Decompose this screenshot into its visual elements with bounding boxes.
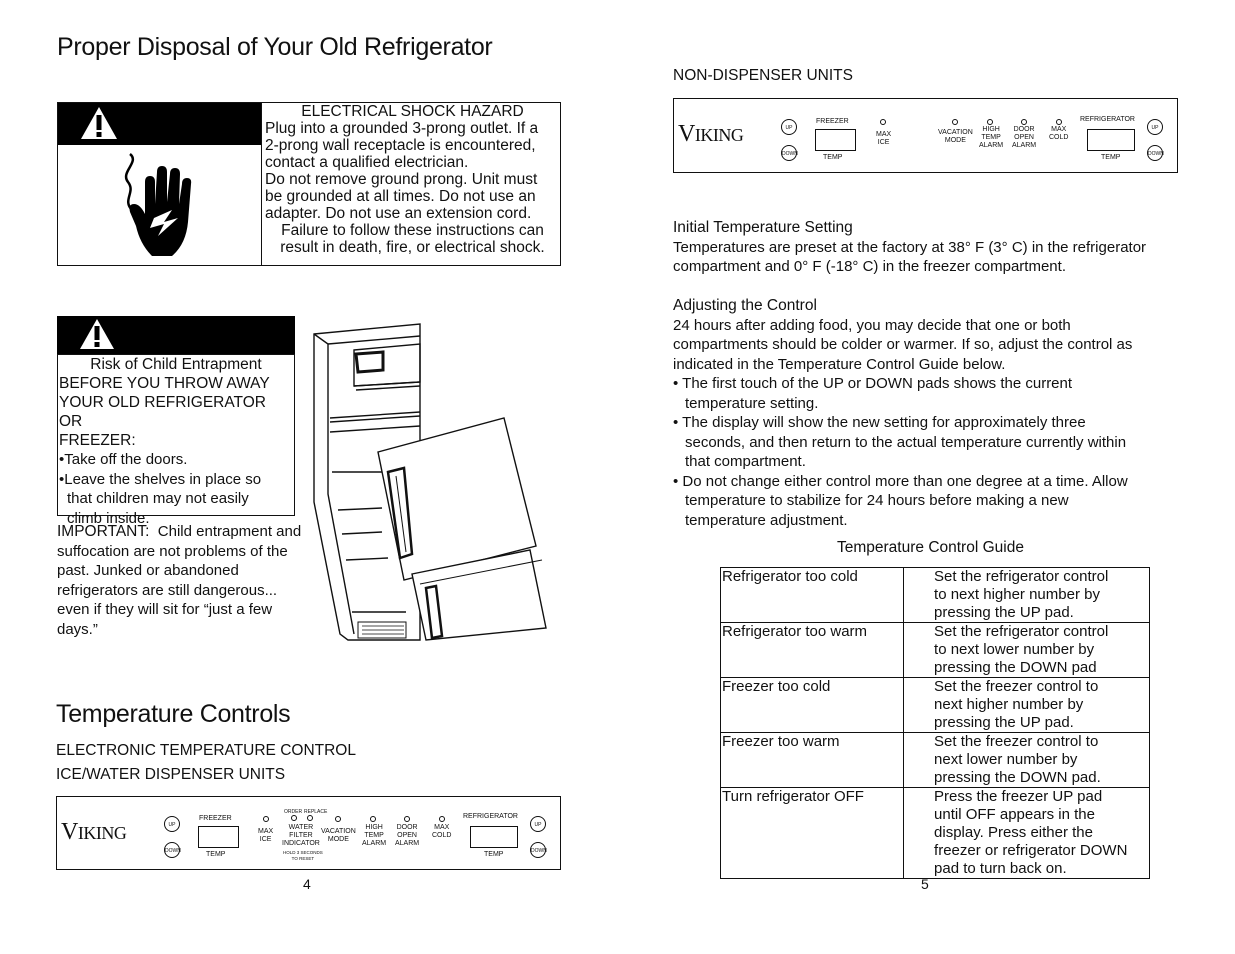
max-ice-label: MAX ICE bbox=[876, 131, 892, 146]
child-line: YOUR OLD REFRIGERATOR OR bbox=[59, 394, 266, 430]
hold-reset-label: HOLD 3 SECONDS TO RESET bbox=[283, 850, 323, 861]
warning-triangle-icon bbox=[80, 106, 118, 140]
refrigerator-label: REFRIGERATOR bbox=[463, 813, 518, 820]
guide-action: Set the freezer control to next higher number by pressing the UP pad. bbox=[904, 678, 1150, 733]
child-line: BEFORE YOU THROW AWAY bbox=[59, 375, 270, 392]
replace-led bbox=[307, 815, 313, 821]
door-open-alarm-label: DOOR OPEN ALARM bbox=[1012, 126, 1037, 149]
initial-line: Temperatures are preset at the factory at 38° F (3° C) in the refrigerator bbox=[673, 238, 1147, 256]
important-line: suffocation are not problems of the bbox=[57, 542, 288, 560]
water-filter-label: WATER FILTER INDICATOR bbox=[282, 824, 320, 847]
guide-action: Press the freezer UP pad until OFF appears in the display. Press either the freezer or refrigerator DOWN pad to turn back on. bbox=[904, 788, 1150, 879]
bullet-continuation: temperature to stabilize for 24 hours before making a new bbox=[685, 492, 1069, 509]
max-cold-led bbox=[439, 816, 445, 822]
shock-line: adapter. Do not use an extension cord. bbox=[265, 205, 532, 222]
freezer-up-pad[interactable]: UP bbox=[164, 816, 180, 832]
max-cold-label: MAX COLD bbox=[432, 824, 452, 839]
high-temp-led bbox=[370, 816, 376, 822]
subheading-dispenser: ICE/WATER DISPENSER UNITS bbox=[56, 766, 286, 783]
refrigerator-down-pad[interactable]: DOWN bbox=[530, 842, 546, 858]
shock-line: 2-prong wall receptacle is encountered, bbox=[265, 137, 536, 154]
guide-condition: Turn refrigerator OFF bbox=[721, 788, 904, 879]
vacation-led bbox=[952, 119, 958, 125]
door-open-led bbox=[1021, 119, 1027, 125]
adjust-line: compartments should be colder or warmer. If so, adjust the control as bbox=[673, 336, 1133, 353]
table-row bbox=[721, 788, 1150, 879]
initial-temperature-section bbox=[673, 218, 1183, 277]
child-line: •Take off the doors. bbox=[59, 451, 188, 468]
important-label: IMPORTANT: bbox=[57, 523, 150, 540]
door-open-led bbox=[404, 816, 410, 822]
shock-line: Plug into a grounded 3-prong outlet. If a bbox=[265, 120, 539, 137]
non-dispenser-heading: NON-DISPENSER UNITS bbox=[673, 67, 853, 84]
refrigerator-illustration bbox=[308, 322, 548, 642]
shock-line: be grounded at all times. Do not use an bbox=[265, 188, 536, 205]
page-title-disposal: Proper Disposal of Your Old Refrigerator bbox=[57, 33, 493, 61]
table-row bbox=[721, 678, 1150, 733]
vacation-mode-label: VACATION MODE bbox=[321, 828, 356, 843]
table-row bbox=[721, 623, 1150, 678]
refrigerator-up-pad[interactable]: UP bbox=[530, 816, 546, 832]
order-led bbox=[291, 815, 297, 821]
important-line: even if they will sit for “just a few bbox=[57, 601, 273, 618]
high-temp-alarm-label: HIGH TEMP ALARM bbox=[362, 824, 387, 847]
important-line: Child entrapment and bbox=[157, 523, 302, 540]
freezer-display bbox=[198, 826, 239, 848]
shock-line: result in death, fire, or electrical shock. bbox=[280, 239, 545, 256]
adjust-line: indicated in the Temperature Control Guide below. bbox=[673, 355, 1006, 373]
initial-title: Initial Temperature Setting bbox=[673, 219, 853, 236]
bullet-continuation: temperature adjustment. bbox=[685, 511, 848, 529]
freezer-display bbox=[815, 129, 856, 151]
child-line: FREEZER: bbox=[59, 432, 136, 449]
bullet-continuation: that compartment. bbox=[685, 453, 806, 470]
freezer-up-pad[interactable]: UP bbox=[781, 119, 797, 135]
freezer-label: FREEZER bbox=[816, 118, 849, 125]
child-line: that children may not easily bbox=[67, 490, 249, 507]
guide-condition: Refrigerator too cold bbox=[721, 568, 904, 623]
freezer-temp-label: TEMP bbox=[206, 851, 226, 858]
child-line: •Leave the shelves in place so bbox=[59, 470, 262, 488]
max-cold-led bbox=[1056, 119, 1062, 125]
bullet-item: • The display will show the new setting for approximately three bbox=[673, 414, 1086, 431]
non-dispenser-control-panel bbox=[673, 98, 1178, 173]
shock-line: Failure to follow these instructions can bbox=[281, 222, 544, 239]
adjust-line: 24 hours after adding food, you may decide that one or both bbox=[673, 316, 1071, 334]
freezer-down-pad[interactable]: DOWN bbox=[164, 842, 180, 858]
guide-action: Set the refrigerator control to next higher number by pressing the UP pad. bbox=[904, 568, 1150, 623]
guide-action: Set the freezer control to next lower number by pressing the DOWN pad. bbox=[904, 733, 1150, 788]
refrigerator-temp-label: TEMP bbox=[1101, 154, 1121, 161]
guide-condition: Freezer too cold bbox=[721, 678, 904, 733]
child-warning-text bbox=[59, 355, 293, 528]
child-line: climb inside. bbox=[67, 509, 150, 527]
refrigerator-display bbox=[1087, 129, 1135, 151]
bullet-continuation: temperature setting. bbox=[685, 394, 819, 412]
freezer-temp-label: TEMP bbox=[823, 154, 843, 161]
page-title-temperature-controls: Temperature Controls bbox=[56, 700, 291, 728]
initial-line: compartment and 0° F (-18° C) in the freezer compartment. bbox=[673, 258, 1066, 275]
shock-line: contact a qualified electrician. bbox=[265, 154, 469, 171]
viking-logo: VIKING bbox=[678, 121, 744, 147]
bullet-item: • Do not change either control more than one degree at a time. Allow bbox=[673, 472, 1128, 490]
shock-warning-text bbox=[265, 103, 560, 256]
page-number-4: 4 bbox=[303, 876, 311, 892]
refrigerator-up-pad[interactable]: UP bbox=[1147, 119, 1163, 135]
refrigerator-down-pad[interactable]: DOWN bbox=[1147, 145, 1163, 161]
important-line: past. Junked or abandoned bbox=[57, 562, 239, 579]
vacation-led bbox=[335, 816, 341, 822]
guide-condition: Freezer too warm bbox=[721, 733, 904, 788]
vacation-mode-label: VACATION MODE bbox=[938, 129, 973, 144]
refrigerator-temp-label: TEMP bbox=[484, 851, 504, 858]
page-number-5: 5 bbox=[921, 876, 929, 892]
electric-shock-hand-icon bbox=[110, 152, 200, 258]
important-line: days.” bbox=[57, 620, 98, 638]
shock-line: Do not remove ground prong. Unit must bbox=[265, 171, 538, 188]
freezer-label: FREEZER bbox=[199, 815, 232, 822]
order-label: ORDER bbox=[284, 809, 303, 815]
refrigerator-label: REFRIGERATOR bbox=[1080, 116, 1135, 123]
important-line: refrigerators are still dangerous... bbox=[57, 581, 278, 599]
adjusting-section bbox=[673, 296, 1183, 530]
important-paragraph bbox=[57, 522, 319, 639]
max-ice-label: MAX ICE bbox=[258, 828, 274, 843]
door-open-alarm-label: DOOR OPEN ALARM bbox=[395, 824, 420, 847]
temperature-guide-table bbox=[720, 567, 1150, 879]
warning-triangle-icon bbox=[79, 318, 115, 350]
guide-action: Set the refrigerator control to next lower number by pressing the DOWN pad bbox=[904, 623, 1150, 678]
guide-title: Temperature Control Guide bbox=[837, 539, 1024, 556]
divider bbox=[261, 103, 262, 265]
subheading-electronic: ELECTRONIC TEMPERATURE CONTROL bbox=[56, 742, 356, 759]
high-temp-alarm-label: HIGH TEMP ALARM bbox=[979, 126, 1004, 149]
viking-logo: VIKING bbox=[61, 819, 127, 845]
bullet-item: • The first touch of the UP or DOWN pads shows the current bbox=[673, 375, 1073, 392]
adjust-title: Adjusting the Control bbox=[673, 297, 817, 314]
high-temp-led bbox=[987, 119, 993, 125]
guide-condition: Refrigerator too warm bbox=[721, 623, 904, 678]
max-ice-led bbox=[263, 816, 269, 822]
bullet-continuation: seconds, and then return to the actual temperature currently within bbox=[685, 433, 1127, 451]
child-title: Risk of Child Entrapment bbox=[90, 356, 262, 373]
max-cold-label: MAX COLD bbox=[1049, 126, 1069, 141]
freezer-down-pad[interactable]: DOWN bbox=[781, 145, 797, 161]
table-row bbox=[721, 733, 1150, 788]
refrigerator-display bbox=[470, 826, 518, 848]
max-ice-led bbox=[880, 119, 886, 125]
replace-label: REPLACE bbox=[304, 809, 328, 815]
dispenser-control-panel bbox=[56, 796, 561, 870]
table-row bbox=[721, 568, 1150, 623]
shock-title: ELECTRICAL SHOCK HAZARD bbox=[301, 103, 524, 120]
